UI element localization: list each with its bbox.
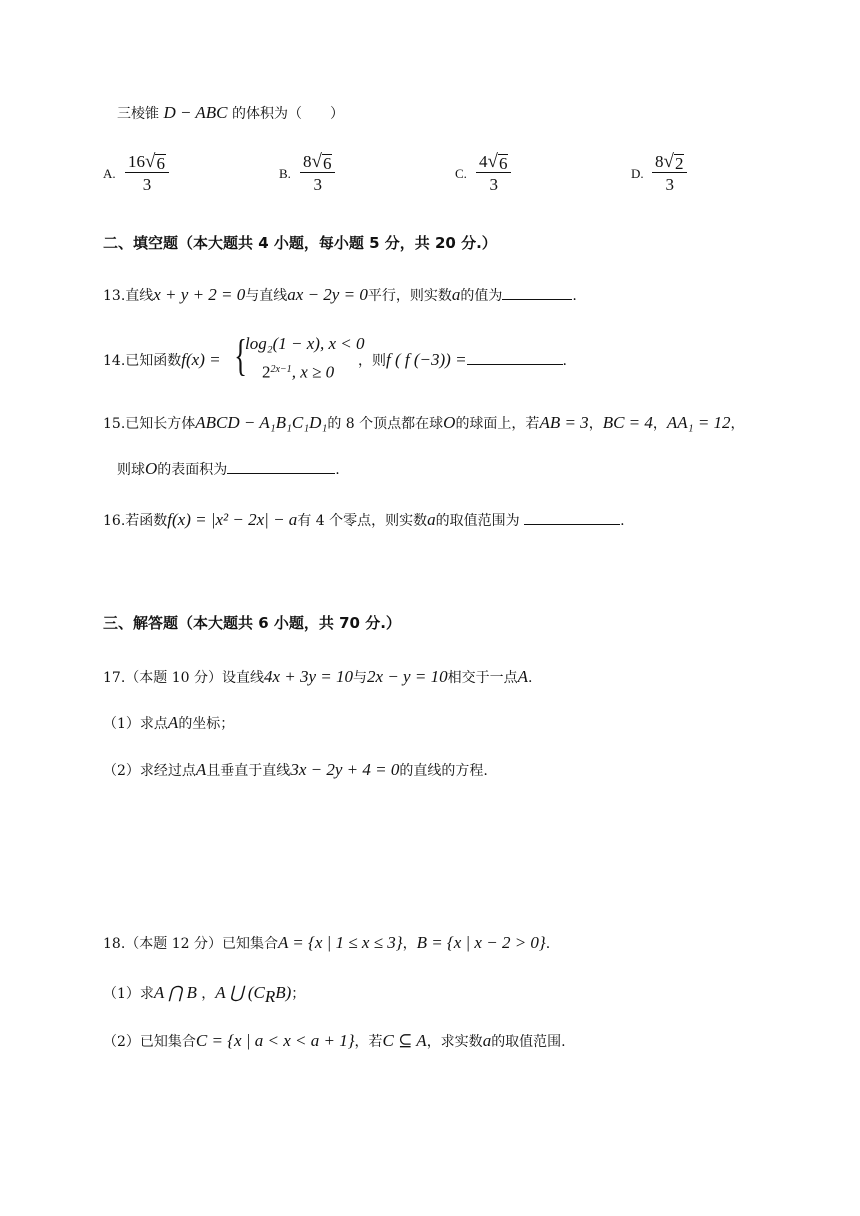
q15-line2: 则球O的表面积为 . <box>117 459 340 478</box>
option-b-label: B. <box>279 166 291 181</box>
section2-heading: 二、填空题（本大题共 4 小题，每小题 5 分，共 20 分.） <box>103 234 497 252</box>
option-a-fraction: 16 √ 6 3 <box>125 152 169 195</box>
q13-answer-blank <box>502 285 572 300</box>
q12-stem-tail: 三棱锥 D − ABC 的体积为（ ） <box>117 103 344 122</box>
option-b-fraction: 8 √ 6 3 <box>300 152 335 195</box>
q14-case2: $2^{2x-1}$, x ≥ 0 <box>262 362 335 382</box>
section3-heading: 三、解答题（本大题共 6 小题，共 70 分.） <box>103 614 401 632</box>
option-a-label: A. <box>103 166 116 181</box>
q17-stem: 17.（本题 10 分）设直线4x + 3y = 10与2x − y = 10相交于一点A. <box>103 667 533 686</box>
option-d-label: D. <box>631 166 644 181</box>
option-d-fraction: 8 √ 2 3 <box>652 152 687 195</box>
q18-part2: （2）已知集合C = {x | a < x < a + 1}，若C ⊆ A，求实数a的取值范围. <box>103 1031 566 1050</box>
q14-case1: log₂(1 − x), x < 0 <box>245 334 365 353</box>
q18-part1: （1）求A ⋂ B ，A ⋃ $(C_RB)$； <box>103 983 306 1006</box>
q17-part1: （1）求点A的坐标； <box>103 713 235 732</box>
q16-answer-blank <box>524 510 620 525</box>
q18-stem: 18.（本题 12 分）已知集合A = {x | 1 ≤ x ≤ 3}，B = {x | x − 2 > 0}. <box>103 933 551 952</box>
q14-answer-blank <box>467 350 563 365</box>
q13: 13.直线x + y + 2 = 0与直线ax − 2y = 0平行，则实数a的值为 . <box>103 285 577 304</box>
q14-prefix: 14.已知函数f(x) = <box>103 350 221 369</box>
q15-answer-blank <box>227 459 335 474</box>
piecewise-brace: { <box>234 331 247 380</box>
q14-suffix: ，则f ( f (−3)) = . <box>358 350 567 369</box>
q15-line1: 15.已知长方体ABCD − A₁B₁C₁D₁的 8 个顶点都在球O的球面上，若AB = 3，BC = 4，AA₁ = 12， <box>103 413 745 432</box>
option-c-fraction: 4 √ 6 3 <box>476 152 511 195</box>
q16: 16.若函数f(x) = |x² − 2x| − a有 4 个零点，则实数a的取值范围为 . <box>103 510 625 529</box>
option-c-label: C. <box>455 166 467 181</box>
q17-part2: （2）求经过点A且垂直于直线3x − 2y + 4 = 0的直线的方程. <box>103 760 488 779</box>
